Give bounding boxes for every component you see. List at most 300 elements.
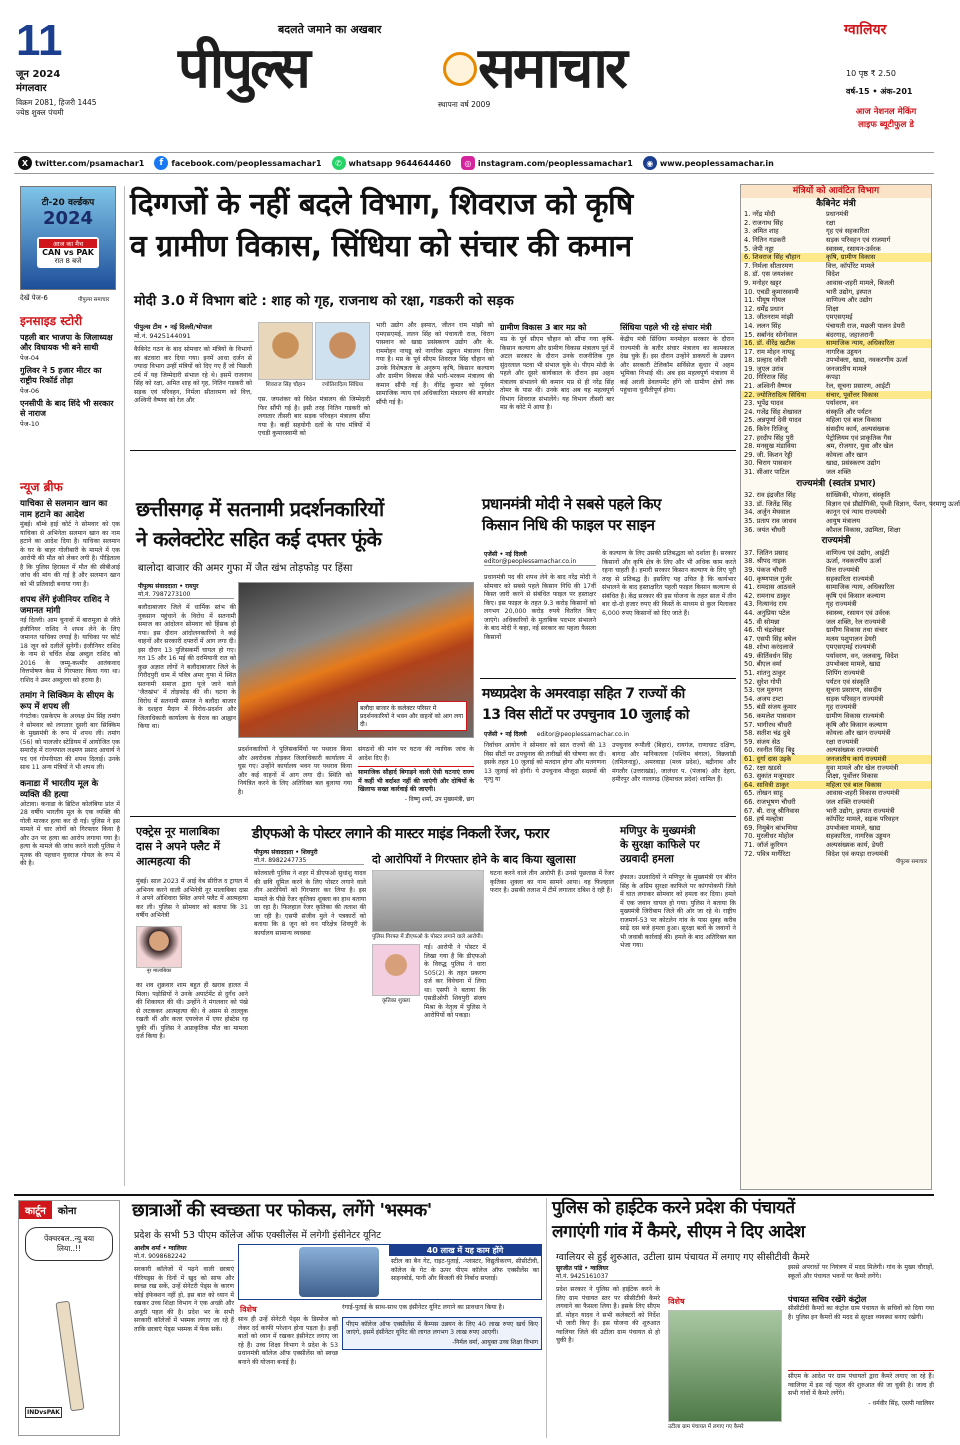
pen-nib-icon bbox=[443, 52, 477, 86]
noor-headline: एक्ट्रेस नूर मालाबिका दास ने अपने फ्लैट में आत्महत्या की bbox=[136, 825, 220, 868]
panchayat-col2: इससे अपराधों पर नियंत्रण में मदद मिलेगी। गांव के मुख्य चौराहों, स्कूलों और पंचायत भवनों पर कैमरे लगेंगे। bbox=[788, 1264, 934, 1280]
minister-row bbox=[741, 219, 931, 228]
social-twitter[interactable]: X twitter.com/psamachar1 bbox=[18, 156, 144, 170]
minister-name: 42. रामनाथ ठाकुर bbox=[744, 591, 790, 600]
incinerator-illustration bbox=[299, 1247, 379, 1297]
minister-name: 24. गजेंद्र सिंह शेखावत bbox=[744, 407, 802, 416]
minister-name: 22. ज्योतिरादित्य सिंधिया bbox=[744, 390, 807, 399]
minister-name: 55. बंडी संजय कुमार bbox=[744, 703, 797, 712]
minister-department: स्वास्थ्य, रसायन-उर्वरक bbox=[826, 244, 881, 253]
minister-department: भारी उद्योग, इस्पात राज्यमंत्री bbox=[826, 806, 895, 815]
minister-name: 28. मनसुख मंडाविया bbox=[744, 442, 797, 451]
minister-department: संसदीय कार्य, अल्पसंख्यक bbox=[826, 425, 890, 434]
minister-department: सड़क परिवहन एवं राजमार्ग bbox=[826, 235, 891, 244]
minister-row bbox=[741, 253, 931, 262]
promo bbox=[836, 106, 936, 132]
minister-row bbox=[741, 695, 931, 704]
minister-row bbox=[741, 491, 931, 500]
minister-name: 26. किरेन रिजिजू bbox=[744, 425, 788, 434]
minister-row bbox=[741, 434, 931, 443]
minister-name: 43. नित्यानंद राय bbox=[744, 600, 787, 609]
minister-department: जनजातीय कार्य राज्यमंत्री bbox=[826, 755, 887, 763]
minister-row bbox=[741, 468, 931, 477]
minister-name: 7. निर्मला सीतारमण bbox=[744, 261, 794, 270]
cg-subhead: बालोदा बाजार की अमर गुफा में जैत खंभ तोड़फोड़ पर हिंसा bbox=[138, 563, 353, 574]
panchayat-subhead: ग्वालियर से हुई शुरुआत, उटीला ग्राम पंचायत में लगाए गए सीसीटीवी कैमरे bbox=[556, 1252, 810, 1263]
minister-name: 40. कृष्णपाल गुर्जर bbox=[744, 574, 792, 583]
minister-department: शिक्षा bbox=[826, 304, 839, 313]
minister-name: 31. सीआर पाटिल bbox=[744, 468, 790, 476]
minister-name: 12. धर्मेंद्र प्रधान bbox=[744, 304, 784, 313]
minister-department: ग्रामीण विकास राज्यमंत्री bbox=[826, 712, 884, 721]
minister-department: उपभोक्ता मामले, खाद्य bbox=[826, 823, 881, 832]
minister-department: वाणिज्य एवं उद्योग, आईटी bbox=[826, 548, 890, 557]
minister-name: 71. जॉर्ज कुरियन bbox=[744, 840, 788, 849]
minister-row bbox=[741, 416, 931, 425]
minister-row bbox=[741, 600, 931, 609]
cartoon-sign: INDvsPAK bbox=[27, 1409, 60, 1416]
minister-name: 25. अन्नपूर्णा देवी यादव bbox=[744, 416, 802, 425]
minister-department: सूचना प्रसारण, संसदीय bbox=[826, 686, 882, 695]
social-bar bbox=[14, 152, 934, 174]
minister-name: 2. राजनाथ सिंह bbox=[744, 218, 784, 227]
lead-headline: दिग्गजों के नहीं बदले विभाग, शिवराज को कृषि व ग्रामीण विकास, सिंधिया को संचार की कमान bbox=[130, 187, 633, 264]
panchayat-side: पंचायत सचिव रखेंगे कंट्रोल सीसीटीवी कैमरों का कंट्रोल ग्राम पंचायत के सचिवों को दिया गया है। पुलिस इन कैमरों की मदद से सुरक्षा व्यवस्था बनाए रखेगी। bbox=[788, 1295, 934, 1321]
minister-name: 63. सुकांत मजूमदार bbox=[744, 772, 795, 781]
minister-department: भारी उद्योग, इस्पात bbox=[826, 287, 872, 296]
minister-department: रेल, सूचना प्रसारण, आईटी bbox=[826, 382, 891, 391]
minister-name: 50. बीएल वर्मा bbox=[744, 660, 782, 669]
date-tithi: ज्येष्ठ शुक्ल पंचमी bbox=[16, 108, 64, 117]
pmkisan-byline: एजेंसी • नई दिल्ली editor@peoplessamachar.co.in bbox=[484, 550, 596, 566]
minister-name: 17. राम मोहन नायडू bbox=[744, 347, 795, 356]
minister-department: जल शक्ति bbox=[826, 468, 851, 476]
minister-department: रक्षा राज्यमंत्री bbox=[826, 737, 859, 746]
social-facebook[interactable]: f facebook.com/peoplessamachar1 bbox=[154, 156, 321, 170]
logo-right: समाचार bbox=[478, 36, 625, 101]
minister-row bbox=[741, 660, 931, 669]
minister-department: एमएसएमई bbox=[826, 313, 853, 322]
minister-row bbox=[741, 322, 931, 331]
minister-row bbox=[741, 210, 931, 219]
t20-today: आज का मैच bbox=[39, 239, 97, 248]
noor-lead: मुंबई। साल 2023 में आई वेब सीरीज द ट्रायल में अभिनय करने वाली अभिनेत्री नूर मालाबिका दास ने अपने ओशिवारा स्थित अपने फ्लैट में आत्महत्या कर ली। पुलिस ने सोमवार को बताया कि 31 वर्षीय अभिनेत्री bbox=[136, 878, 248, 919]
cabinet-list bbox=[741, 210, 931, 476]
t20-title: टी-20 वर्ल्डकप bbox=[41, 198, 95, 208]
bhasmak-special: विशेष bbox=[240, 1305, 257, 1314]
minister-department: कौशल विकास, उद्यमिता, शिक्षा bbox=[826, 525, 901, 534]
minister-row bbox=[741, 339, 931, 348]
minister-department: उपभोक्ता मामले, खाद्य bbox=[826, 660, 881, 669]
cricket-bat-icon bbox=[55, 1301, 84, 1412]
minister-row bbox=[741, 382, 931, 391]
cg-headline: छत्तीसगढ़ में सतनामी प्रदर्शनकारियों ने कलेक्टोरेट सहित कई दफ्तर फूंके bbox=[136, 497, 384, 551]
cg-col1: बलौदाबाजार जिले में धार्मिक स्तंभ की नुकसान पहुंचाने के विरोध में सतनामी समाज का आंदोलन सोमवार को हिंसक हो गया। इस दौरान आंदोलनकारियों ने कई वाहनों और सरकारी दफ्तरों में आग लगा दी। इस दौरान 13 पुलिसकर्मी घायल हो गए। गत 15 और 16 मई की दरमियानी रात को कुछ अज्ञात लोगों ने बलौदाबाजार जिले के गिरौदपुरी धाम में पवित्र अमर गुफा में स्थित सतनामी समाज द्वारा पूजे जाने वाले 'जैतखंभ' में तोड़फोड़ की थी। घटना के विरोध में सतनामी समाज ने बलौदा बाजार के दशहरा मैदान में विरोध-प्रदर्शन और जिलाधिकारी कार्यालय के घेराव का आह्वान किया था। bbox=[138, 604, 236, 730]
minister-department: वित्त राज्यमंत्री bbox=[826, 565, 860, 574]
minister-row bbox=[741, 703, 931, 712]
minister-department: उपभोक्ता, खाद्य, नवकरणीय ऊर्जा bbox=[826, 356, 908, 365]
minister-row bbox=[741, 373, 931, 382]
minister-department: आयुष मंत्रालय bbox=[826, 516, 861, 525]
photo-shivraj: शिवराज सिंह चौहान bbox=[258, 322, 313, 394]
minister-name: 53. एल मुरुगन bbox=[744, 686, 783, 695]
minister-department: विज्ञान एवं प्रौद्योगिकी, पृथ्वी विज्ञान, पेंशन, परमाणु ऊर्जा bbox=[826, 499, 960, 508]
minister-row bbox=[741, 313, 931, 322]
minister-row bbox=[741, 643, 931, 652]
minister-department: कृषि एवं किसान कल्याण bbox=[826, 591, 886, 600]
inside-item[interactable]: एनसीपी के बाद शिंदे भी सरकार से नाराज पेज-10 bbox=[20, 399, 114, 428]
minister-department: प्रधानमंत्री bbox=[826, 210, 849, 219]
minister-department: बंदरगाह, जहाजरानी bbox=[826, 330, 874, 339]
minister-row bbox=[741, 526, 931, 535]
minister-name: 30. चिराग पासवान bbox=[744, 459, 792, 468]
minister-table bbox=[740, 184, 960, 1190]
dfo-photo1: पुलिस गिरफ्त में डीएफओ के पोस्टर लगाने वाले आरोपी। bbox=[372, 870, 484, 942]
minister-name: 27. हरदीप सिंह पुरी bbox=[744, 433, 794, 442]
minister-header: मंत्रियों को आवंटित विभाग bbox=[741, 185, 931, 198]
cartoon-label: कार्टून bbox=[19, 1201, 52, 1219]
minister-department: महिला एवं बाल विकास bbox=[826, 416, 882, 425]
minister-name: 15. सर्बानंद सोनोवाल bbox=[744, 330, 798, 339]
minister-department: जल शक्ति राज्यमंत्री bbox=[826, 797, 875, 806]
minister-name: 52. सुरेश गोपी bbox=[744, 677, 782, 686]
logo-left: पीपुल्स bbox=[178, 36, 308, 101]
panchayat-special: विशेष bbox=[668, 1297, 685, 1306]
brief-item: कनाडा में भारतीय मूल के व्यक्ति की हत्या ओटावा। कनाडा के ब्रिटिश कोलंबिया प्रांत में 28 वर्षीय भारतीय मूल के एक व्यक्ति की गोली मारकर हत्या कर दी गई। पुलिस ने इस मामले में चार लोगों को गिरफ्तार किया है और उन पर हत्या का आरोप लगाया गया है। हत्या के मामले की जांच करने वाली पुलिस ने मृतक की पहचान युवराज गोयल के रूप में की है। bbox=[20, 778, 120, 867]
dfo-col2: गई। आरोपी ने पोस्टर में लिखा गया है कि डीएफओ के विरुद्ध पुलिस ने धारा 505(2) के तहत प्रकरण दर्ज कर विवेचना में लिया था। एसपी ने बताया कि एसडीओपी शिवपुरी संजय मिश्रा के नेतृत्व में पुलिस ने आरोपियों को पकड़ा। bbox=[424, 944, 486, 1019]
minister-department: सड़क परिवहन राज्यमंत्री bbox=[826, 694, 884, 703]
minister-department: अल्पसंख्यक राज्यमंत्री bbox=[826, 746, 879, 755]
minister-name: 44. अनुप्रिया पटेल bbox=[744, 608, 790, 617]
minister-row bbox=[741, 408, 931, 417]
minister-row bbox=[741, 305, 931, 314]
minister-name: 65. तोखन साहू bbox=[744, 789, 783, 798]
minister-row bbox=[741, 635, 931, 644]
volume: वर्ष-15 bbox=[846, 87, 870, 96]
logo bbox=[178, 34, 810, 114]
minister-department: कोयला और खान bbox=[826, 450, 868, 459]
social-whatsapp[interactable]: ✆ whatsapp 9644644460 bbox=[332, 156, 451, 170]
minister-department: पर्यटन एवं संस्कृति bbox=[826, 677, 870, 686]
minister-name: 39. पंकज चौधरी bbox=[744, 565, 787, 574]
date-month: जून 2024 bbox=[16, 69, 61, 80]
minister-department: जल शक्ति, रेल राज्यमंत्री bbox=[826, 617, 886, 626]
social-website[interactable]: ◉ www.peoplessamachar.in bbox=[643, 156, 774, 170]
news-brief bbox=[20, 478, 120, 869]
minister-row bbox=[741, 652, 931, 661]
inside-item[interactable]: पहली बार भाजपा के जिलाध्यक्ष और विधायक भी बने साथी पेज-04 bbox=[20, 333, 113, 362]
instagram-icon: ◎ bbox=[461, 156, 475, 170]
minister-row bbox=[741, 850, 931, 859]
established: स्थापना वर्ष 2009 bbox=[438, 100, 491, 109]
bypoll-byline: एजेंसी • नई दिल्ली editor@peoplessamachar.co.in bbox=[484, 731, 630, 738]
minister-name: 8. डॉ. एस जयशंकर bbox=[744, 270, 793, 279]
minister-name: 47. एसपी सिंह बघेल bbox=[744, 634, 797, 643]
minister-department: गृह राज्यमंत्री bbox=[826, 703, 857, 712]
brief-heading: न्यूज ब्रीफ bbox=[20, 480, 63, 494]
whatsapp-icon: ✆ bbox=[332, 156, 346, 170]
minister-row bbox=[741, 296, 931, 305]
minister-row bbox=[741, 365, 931, 374]
lead-side2: सिंधिया पहले भी रहे संचार मंत्री केंद्रीय मंत्री सिंधिया मनमोहन सरकार के दौरान राज्यमंत्री के बतौर संचार मंत्रालय का कामकाज देख चुके हैं। इस दौरान उन्होंने डाकघरों के उन्नयन और सरकारी टेलिकॉम सर्विसेज सुधार में अहम भूमिका निभाई थी। अब इस महत्वपूर्ण मंत्रालय में कई अरली डेवलपमेंट होंगे जो ग्रामीण क्षेत्रों तक पहुंचाना चुनौतीपूर्ण होगा। bbox=[620, 323, 734, 394]
minister-row bbox=[741, 832, 931, 841]
minister-row bbox=[741, 583, 931, 592]
minister-row bbox=[741, 764, 931, 773]
bhasmak-note: पीएम कॉलेज ऑफ एक्सीलेंस में कैम्पस उन्नयन के लिए 40 लाख रुपए खर्च किए जाएंगे, इसमें इंसीनेटर यूनिट की लागत लगभग 3 लाख रुपए आएगी। -निर्मल वर्मा, आयुक्त उच्च शिक्षा विभाग bbox=[342, 1317, 542, 1350]
cartoon-corner: कोना bbox=[57, 1206, 77, 1217]
minister-name: 58. सतीश चंद्र दुबे bbox=[744, 729, 791, 738]
minister-name: 45. वी सोमन्ना bbox=[744, 617, 780, 626]
minister-row bbox=[741, 618, 931, 627]
minister-name: 70. मुरलीधर मोहोल bbox=[744, 832, 794, 841]
minister-name: 61. दुर्गा दास उइके bbox=[744, 755, 792, 763]
lead-photos bbox=[258, 322, 370, 394]
minister-row bbox=[741, 279, 931, 288]
minister-department: मत्स्य पशुपालन डेयरी bbox=[826, 634, 877, 643]
brief-item: याचिका से सलमान खान का नाम हटाने का आदेश मुंबई। बॉम्बे हाई कोर्ट ने सोमवार को एक याचिका से अभिनेता सलमान खान का नाम हटाने का आदेश दिया है। याचिका सलमान के घर के बाहर गोलीबारी के मामले में एक आरोपी की मौत को लेकर लगी है। पीड़ितात्व है कि पुलिस हिरासत में मौत की सीबीआई जांच की मांग की गई है और सलमान खान को भी प्रतिवादी बनाया गया है। bbox=[20, 499, 120, 588]
mos-ind-list bbox=[741, 491, 960, 534]
minister-row bbox=[741, 712, 931, 721]
volume-issue: वर्ष-15 • अंक-201 bbox=[846, 87, 913, 96]
dfo-headline: डीएफओ के पोस्टर लगाने की मास्टर माइंड निकली रेंजर, फरार bbox=[252, 826, 549, 842]
minister-row bbox=[741, 557, 931, 566]
issue: अंक-201 bbox=[880, 87, 913, 96]
minister-row bbox=[741, 391, 931, 400]
dfo-col3: घटना करने वाले तीन आरोपी हैं। उनसे पूछताछ में रेंजर कृतिका शुक्ला का नाम सामने आया। वह फिलहाल फरार है। उसकी तलाश में टीमें लगातार दबिश दे रही हैं। bbox=[490, 870, 614, 894]
minister-name: 38. श्रीपद नाइक bbox=[744, 557, 786, 566]
minister-name: 56. कमलेश पासवान bbox=[744, 712, 796, 721]
pmkisan-col2: के कल्याण के लिए उसकी प्रतिबद्धता को दर्शाता है। सरकार किसानों और कृषि क्षेत्र के लिए और भी अधिक काम करते रहना चाहती है। हमारी सरकार किसान कल्याण के लिए पूरी तरह से प्रतिबद्ध है। इसलिए यह उचित है कि कार्यभार संभालने के बाद हस्ताक्षरित पहली फाइल किसान कल्याण से संबंधित है। केंद्र सरकार की इस योजना के तहत साल में तीन बार दो-दो हजार रुपए की किस्तें के माध्यम से कुल मिलाकर 6,000 रुपए किसानों को दिए जाते हैं। bbox=[602, 550, 736, 617]
dfo-col1: कोतवाली पुलिस ने शहर में डीएफओ सुधांशु यादव की छवि धूमिल करने के लिए पोस्टर लगाने वाले तीन आरोपियों को गिरफ्तार कर लिया है। इस मामले के पीछे रेंजर कृतिका शुक्ला का हाथ बताया जा रहा है। फिलहाल रेंजर कृतिका की तलाश की जा रही है। एसपी संजीव मुले ने पत्रकारों को बताया कि 8 जून को वन परिक्षेत्र शिवपुरी के कार्यालय सामान्य व्यवस्था bbox=[254, 870, 366, 937]
minister-row bbox=[741, 575, 931, 584]
minister-department: आवास-शहरी विकास राज्यमंत्री bbox=[826, 789, 900, 798]
bhasmak-byline: आशीष शर्मा • ग्वालियर मो.नं. 9098682242 bbox=[134, 1244, 234, 1261]
minister-name: 5. जेपी नड्डा bbox=[744, 244, 774, 253]
minister-department: सामाजिक न्याय, अधिकारिता bbox=[826, 339, 895, 348]
minister-row bbox=[741, 399, 931, 408]
inside-story bbox=[20, 312, 120, 428]
minister-row bbox=[741, 348, 931, 357]
lead-col1: कैबिनेट गठन के बाद सोमवार को मंत्रियों के विभागों का बंटवारा कर दिया गया। इनमें आधा दर्जन से ज्यादा विभाग उन्हीं मंत्रियों को दिए गए हैं जो पिछली टर्म में यह जिम्मेदारी संभाल रहे थे। इसमें राजनाथ सिंह को रक्षा, अमित शाह को गृह, नितिन गडकरी को सड़क एवं परिवहन, निर्मला सीतारमण को वित्त, अश्विनी वैष्णव को रेल और bbox=[134, 346, 252, 404]
manipur-headline: मणिपुर के मुख्यमंत्री के सुरक्षा काफिले पर उग्रवादी हमला bbox=[620, 825, 700, 865]
minister-name: 36. जयंत चौधरी bbox=[744, 525, 786, 534]
minister-row bbox=[741, 245, 931, 254]
minister-department: सहकारिता, नागरिक उड्डयन bbox=[826, 832, 891, 841]
minister-row bbox=[741, 442, 931, 451]
cg-quote: सामाजिक सौहार्द बिगाड़ने वाली ऐसी घटनाएं राज्य में कहीं भी बर्दाश्त नहीं की जाएंगी और दोषियों के खिलाफ सख्त कार्रवाई की जाएगी। - विष्णु शर्मा, उप मुख्यमंत्री, छग bbox=[358, 766, 474, 803]
minister-name: 60. रवनीत सिंह बिट्टू bbox=[744, 746, 795, 755]
minister-name: 68. हर्ष मल्होत्रा bbox=[744, 815, 784, 824]
minister-name: 21. अश्विनी वैष्णव bbox=[744, 382, 792, 391]
minister-name: 59. संजय सेठ bbox=[744, 737, 781, 746]
date-day: 11 bbox=[16, 16, 63, 65]
minister-row bbox=[741, 288, 931, 297]
minister-department: एमएसएमई राज्यमंत्री bbox=[826, 643, 876, 652]
minister-department: ग्रामीण विकास तथा संचार bbox=[826, 626, 888, 635]
minister-row bbox=[741, 798, 931, 807]
t20-credit: पीपुल्स समाचार bbox=[78, 297, 110, 303]
minister-row bbox=[741, 356, 931, 365]
minister-row bbox=[741, 738, 931, 747]
minister-row bbox=[741, 755, 931, 764]
cg-col2: प्रदर्शनकारियों ने पुलिसकर्मियों पर पथराव किया और अवरोधक तोड़कर जिलाधिकारी कार्यालय में घुस गए। उन्होंने कार्यालय भवन पर पथराव किया और कई वाहनों में आग लगा दी। स्थिति को नियंत्रित करने के लिए अतिरिक्त बल बुलाया गया है। bbox=[238, 746, 352, 796]
t20-match-box bbox=[37, 237, 99, 268]
cg-byline: पीपुल्स संवाददाता • रायपुर मो.नं. 7987273100 bbox=[138, 582, 234, 599]
minister-row bbox=[741, 841, 931, 850]
minister-row bbox=[741, 592, 931, 601]
minister-department: विदेश एवं कपड़ा राज्यमंत्री bbox=[826, 849, 889, 858]
minister-row bbox=[741, 678, 931, 687]
minister-department: कपड़ा bbox=[826, 373, 841, 382]
minister-name: 9. मनोहर खट्टर bbox=[744, 278, 782, 287]
minister-department: गृह एवं सहकारिता bbox=[826, 227, 870, 236]
minister-department: शिपिंग राज्यमंत्री bbox=[826, 669, 865, 678]
bypoll-col1: निर्वाचन आयोग ने सोमवार को सात राज्यों की 13 विस सीटों पर उपचुनाव की तारीखों की घोषणा कर दी। इसके तहत 10 जुलाई को मतदान होगा और मतगणना 13 जुलाई को होगी। ये उपचुनाव मौजूदा सदस्यों की मृत्यु या bbox=[484, 742, 606, 783]
inside-heading: इनसाइड स्टोरी bbox=[20, 314, 83, 328]
tagline: बदलते जमाने का अखबार bbox=[278, 23, 382, 36]
minister-department: संचार, पूर्वोत्तर विकास bbox=[826, 390, 879, 399]
minister-department: कानून एवं न्याय राज्यमंत्री bbox=[826, 508, 887, 517]
bhasmak-col2: साथ ही उन्हें सेनेटरी पेड्स के डिस्पोज को लेकर दर्द काफी परेशान होना पड़ता है। इन्हीं बातों को ध्यान में रखकर इंसीनेटर लगाए जा रहे हैं। उच्च शिक्षा विभाग ने प्रदेश के 53 प्रधानमंत्री कॉलेज ऑफ एक्सीलेंस को स्वच्छ बनाने की योजना बनाई है। bbox=[238, 1316, 338, 1366]
pmkisan-col1: प्रधानमंत्री पद की शपथ लेने के बाद नरेंद्र मोदी ने सोमवार को सबसे पहले किसान निधि की 17वीं किस्त जारी करने से संबंधित फाइल पर हस्ताक्षर किए। इस फाइल के तहत 9.3 करोड़ किसानों को लगभग 20,000 करोड़ रुपये वितरित किए जाएंगे। अधिकारियों के मुताबिक पदभार संभालने के बाद मोदी ने कहा, नई सरकार का पहला फैसला किसानों bbox=[484, 574, 596, 641]
minister-department: अल्पसंख्यक कार्य, डेयरी bbox=[826, 840, 884, 849]
minister-name: 41. रामदास आठवले bbox=[744, 583, 796, 592]
minister-department: वित्त, कॉर्पोरेट मामले bbox=[826, 261, 875, 270]
minister-name: 72. पवित्र मार्गेरिटा bbox=[744, 849, 791, 858]
minister-row bbox=[741, 499, 960, 509]
minister-department: सामाजिक न्याय, अधिकारिता bbox=[826, 583, 895, 592]
bypoll-col2: उपचुनाव रूपौली (बिहार), रायगंज, राणाघाट दक्षिण, बागदा और मानिकतला (पश्चिम बंगाल), विक्रवांडी (तमिलनाडु), अमरवाड़ा (मध्य प्रदेश), बद्रीनाथ और मंगलौर (उत्तराखंड), जालंधर प. (पंजाब) और देहरा, हमीरपुर और नालागढ़ (हिमाचल प्रदेश) शामिल हैं। bbox=[612, 742, 736, 783]
minister-department: सांख्यिकी, योजना, संस्कृति bbox=[826, 491, 891, 500]
minister-row bbox=[741, 451, 931, 460]
minister-name: 18. प्रल्हाद जोशी bbox=[744, 356, 787, 365]
minister-department: पेट्रोलियम एवं प्राकृतिक गैस bbox=[826, 433, 892, 442]
minister-name: 13. जीतनराम मांझी bbox=[744, 313, 794, 322]
minister-name: 64. सावित्री ठाकुर bbox=[744, 780, 789, 789]
minister-department: पर्यावरण, वन, जलवायु, विदेश bbox=[826, 651, 899, 660]
minister-department: नागरिक उड्डयन bbox=[826, 347, 862, 356]
promo-line2: लाइफ ब्यूटीफुल डे bbox=[858, 120, 914, 130]
minister-department: विदेश bbox=[826, 270, 840, 279]
minister-footer: पीपुल्स समाचार bbox=[895, 859, 927, 866]
minister-name: 11. पीयूष गोयल bbox=[744, 296, 786, 305]
minister-department: कृषि और किसान कल्याण bbox=[826, 720, 888, 729]
dfo-subhead: दो आरोपियों ने गिरफ्तार होने के बाद किया खुलासा bbox=[372, 853, 576, 866]
minister-row bbox=[741, 815, 931, 824]
minister-row bbox=[741, 270, 931, 279]
lead-subhead: मोदी 3.0 में विभाग बांटे : शाह को गृह, राजनाथ को रक्षा, गडकरी को सड़क bbox=[134, 293, 514, 309]
minister-row bbox=[741, 729, 931, 738]
manipur-body: इंफाल। उग्रवादियों ने मणिपुर के मुख्यमंत्री एन बीरेन सिंह के अग्रिम सुरक्षा काफिले पर कांगपोकपी जिले में घात लगाकर सोमवार को हमला कर दिया। हमले में एक जवान घायल हो गया। पुलिस ने बताया कि मुख्यमंत्री जिरीबाम जिले की ओर जा रहे थे। राष्ट्रीय राजमार्ग-53 पर कोटलेन गांव के पास सुबह करीब साढ़े दस बजे हमला हुआ। सुरक्षा बलों के जवानों ने भी जवाबी कार्रवाई की। हमले के बाद अतिरिक्त बल भेजा गया। bbox=[620, 874, 736, 949]
minister-name: 49. कीर्तिवर्धन सिंह bbox=[744, 651, 792, 660]
t20-box bbox=[20, 186, 116, 290]
minister-row bbox=[741, 686, 931, 695]
minister-row bbox=[741, 236, 931, 245]
minister-row bbox=[741, 331, 931, 340]
x-icon: X bbox=[18, 156, 32, 170]
date-block bbox=[16, 16, 116, 118]
minister-department: कोयला और खान राज्यमंत्री bbox=[826, 729, 891, 738]
minister-name: 34. अर्जुन मेघवाल bbox=[744, 508, 790, 517]
dfo-byline: पीपुल्स संवाददाता • शिवपुरी मो.नं. 8982247735 bbox=[254, 848, 364, 865]
minister-department: आवास-शहरी मामले, बिजली bbox=[826, 278, 895, 287]
minister-name: 54. अजय टम्टा bbox=[744, 694, 784, 703]
bhasmak-col3: रंगाई-पुताई के साथ-साथ एक इंसीनेटर यूनिट लगाने का प्रावधान किया है। पीएम कॉलेज ऑफ एक्सीलेंस में कैम्पस उन्नयन के लिए 40 लाख रुपए खर्च किए जाएंगे, इसमें इंसीनेटर यूनिट की लागत लगभग 3 लाख रुपए आएगी। -निर्मल वर्मा, आयुक्त उच्च शिक्षा विभाग bbox=[342, 1304, 542, 1350]
minister-name: 29. जी. किशन रेड्डी bbox=[744, 450, 793, 459]
minister-name: 66. राजभूषण चौधरी bbox=[744, 797, 796, 806]
bhasmak-subhead: प्रदेश के सभी 53 पीएम कॉलेज ऑफ एक्सीलेंस में लगेगी इंसीनेटर यूनिट bbox=[134, 1230, 382, 1241]
minister-name: 23. भूपेंद्र यादव bbox=[744, 399, 784, 408]
minister-department: पंचायती राज, मछली पालन डेयरी bbox=[826, 321, 905, 330]
minister-row bbox=[741, 566, 931, 575]
lead-col3: भारी उद्योग और इस्पात, जीतन राम मांझी को एमएसएमई, ललन सिंह को पंचायती राज, चिराग पासवान को खाद्य प्रसंस्करण उद्योग और के. राममोहन नायडू को नागरिक उड्डयन मंत्रालय दिया गया है। मप्र के पूर्व सीएम शिवराज सिंह चौहान को उनके विशेषज्ञता के अनुरूप कृषि, किसान कल्याण और ग्रामीण विकास जैसे भारी-भरकम मंत्रालय की कमान सौंपी गई है। वीरेंद्र कुमार को पूर्ववत सामाजिक न्याय एवं अधिकारिता मंत्रालय की बागडोर सौंपी गई है। bbox=[376, 322, 494, 406]
brief-item: शपथ लेंगे इंजीनियर राशिद ने जमानत मांगी नई दिल्ली। आम चुनावों में बारामूला से जीते इंजीनियर राशिद ने शपथ लेने के लिए जमानत याचिका लगाई है। याचिका पर कोर्ट 18 जून को दलीलें सुनेगी। इंजीनियर राशिद के नाम से चर्चित शेख अब्दुल राशिद को 2016 के जम्मू-कश्मीर आतंकवाद वित्तपोषण केस में गिरफ्तार किया गया था। राशिद ने उमर अब्दुल्ला को हराया है। bbox=[20, 595, 120, 684]
panchayat-col1: प्रदेश सरकार ने पुलिस को हाईटेक करने के लिए ग्राम पंचायत स्तर पर सीसीटीवी कैमरे लगवाने का फैसला लिया है। इसके लिए सीएम डॉ. मोहन यादव ने सभी कलेक्टरों को निर्देश भी जारी किए हैं। इस योजना की शुरुआत ग्वालियर जिले की उटीला ग्राम पंचायत से हो चुकी है। bbox=[556, 1286, 660, 1344]
t20-match: CAN vs PAK bbox=[42, 248, 94, 257]
minister-row bbox=[741, 227, 931, 236]
panchayat-quote: सीएम के आदेश पर ग्राम पंचायतों द्वारा कैमरे लगाए जा रहे हैं। ग्वालियर में इस नई पहल की शुरुआत की जा चुकी है। जल्द ही सभी गांवों में कैमरे लगेंगे। - धर्मवीर सिंह, एसपी ग्वालियर bbox=[788, 1370, 934, 1407]
cg-photo bbox=[238, 582, 474, 738]
minister-department: पर्यावरण, वन bbox=[826, 399, 858, 408]
minister-row bbox=[741, 721, 931, 730]
minister-name: 19. जुएल उरांव bbox=[744, 364, 784, 373]
minister-name: 32. राव इंद्रजीत सिंह bbox=[744, 491, 796, 500]
minister-department: संस्कृति और पर्यटन bbox=[826, 407, 872, 416]
facebook-icon: f bbox=[154, 156, 168, 170]
minister-name: 37. जितिन प्रसाद bbox=[744, 548, 788, 557]
cg-photo-caption: बलौदा बाजार के कलेक्टर परिसर में प्रदर्शनकारियों ने भवन और वाहनों को आग लगा दी। bbox=[357, 701, 467, 731]
minister-name: 46. पी चंद्रशेखर bbox=[744, 626, 785, 635]
price: 10 पृष्ठ ₹ 2.50 bbox=[846, 69, 896, 78]
minister-department: शिक्षा, पूर्वोत्तर विकास bbox=[826, 772, 878, 781]
minister-row bbox=[741, 549, 931, 558]
minister-department: वाणिज्य और उद्योग bbox=[826, 296, 873, 305]
minister-name: 51. शांतनु ठाकुर bbox=[744, 669, 786, 678]
minister-row bbox=[741, 746, 931, 755]
globe-icon: ◉ bbox=[643, 156, 657, 170]
minister-department: खाद्य, प्रसंस्करण उद्योग bbox=[826, 459, 881, 468]
minister-name: 20. गिरिराज सिंह bbox=[744, 373, 788, 382]
edition-city: ग्वालियर bbox=[844, 22, 887, 38]
date-weekday: मंगलवार bbox=[16, 83, 47, 94]
minister-name: 1. नरेंद्र मोदी bbox=[744, 210, 776, 219]
bhasmak-headline: छात्राओं की स्वच्छता पर फोकस, लगेंगे 'भस्मक' bbox=[132, 1200, 432, 1221]
minister-row bbox=[741, 609, 931, 618]
minister-name: 35. प्रताप राव जाधव bbox=[744, 516, 797, 525]
minister-department: गृह राज्यमंत्री bbox=[826, 600, 857, 609]
minister-row bbox=[741, 508, 931, 517]
cartoon-box bbox=[18, 1200, 120, 1436]
minister-row bbox=[741, 781, 931, 790]
minister-name: 6. शिवराज सिंह चौहान bbox=[744, 253, 801, 262]
panchayat-photo: उटीला ग्राम पंचायत में लगाए गए कैमरे bbox=[668, 1310, 782, 1436]
social-instagram[interactable]: ◎ instagram.com/peoplessamachar1 bbox=[461, 156, 633, 170]
bypoll-headline: मध्यप्रदेश के अमरवाड़ा सहित 7 राज्यों की 13 विस सीटों पर उपचुनाव 10 जुलाई को bbox=[482, 686, 689, 723]
minister-name: 33. डॉ. जितेंद्र सिंह bbox=[744, 499, 792, 508]
pmkisan-headline: प्रधानमंत्री मोदी ने सबसे पहले किए किसान निधि की फाइल पर साइन bbox=[482, 495, 661, 534]
minister-row bbox=[741, 425, 931, 434]
inside-item[interactable]: गुलिवर ने 5 हजार मीटर का राष्ट्रीय रिकॉर्ड तोड़ा पेज-06 bbox=[20, 366, 102, 395]
minister-name: 69. निमुबेन बांभणिया bbox=[744, 823, 798, 832]
noor-body: का शव शुक्रवार शाम बहुत ही खराब हालत में मिला। पड़ोसियों ने उनके अपार्टमेंट से दुर्गंध आने की शिकायत की थी। उन्होंने ने मंगलवार को पंखे से लटककर आत्महत्या की। वे असम से ताल्लुक रखती थीं और कतर एयरवेज में एयर होस्टेस रह चुकी थीं। पुलिस ने अप्राकृतिक मौत का मामला दर्ज किया है। bbox=[136, 982, 248, 1040]
cabinet-heading: कैबिनेट मंत्री bbox=[816, 198, 856, 209]
lead-side1: ग्रामीण विकास 3 बार मप्र को मप्र के पूर्व सीएम चौहान को सौंपा गया कृषि-किसान कल्याण और ग्रामीण विकास मंत्रालय पूर्व में अटल सरकार के दौरान उनके राजनीतिक गुरु सुंदरलाल पटवा भी संभाल चुके थे। पीएम मोदी के पहले और दूसरे कार्यकाल के दौरान इस अहम मंत्रालय संभालने की कमान मप्र से ही नरेंद्र सिंह तोमर के पास थी। उनके बाद अब यह महत्वपूर्ण विभाग शिवराज संभालेंगे। यह विभाग तीसरी बार मप्र के कोटे में आया है। bbox=[500, 323, 614, 411]
noor-photo: नूर मालाबिका bbox=[136, 926, 182, 976]
minister-name: 4. नितिन गडकरी bbox=[744, 235, 786, 244]
minister-department: ऊर्जा, नवकरणीय ऊर्जा bbox=[826, 557, 882, 566]
minister-name: 67. बी. राजू श्रीनिवास bbox=[744, 806, 800, 815]
promo-line1: आज नेशनल मेकिंग bbox=[855, 107, 917, 117]
